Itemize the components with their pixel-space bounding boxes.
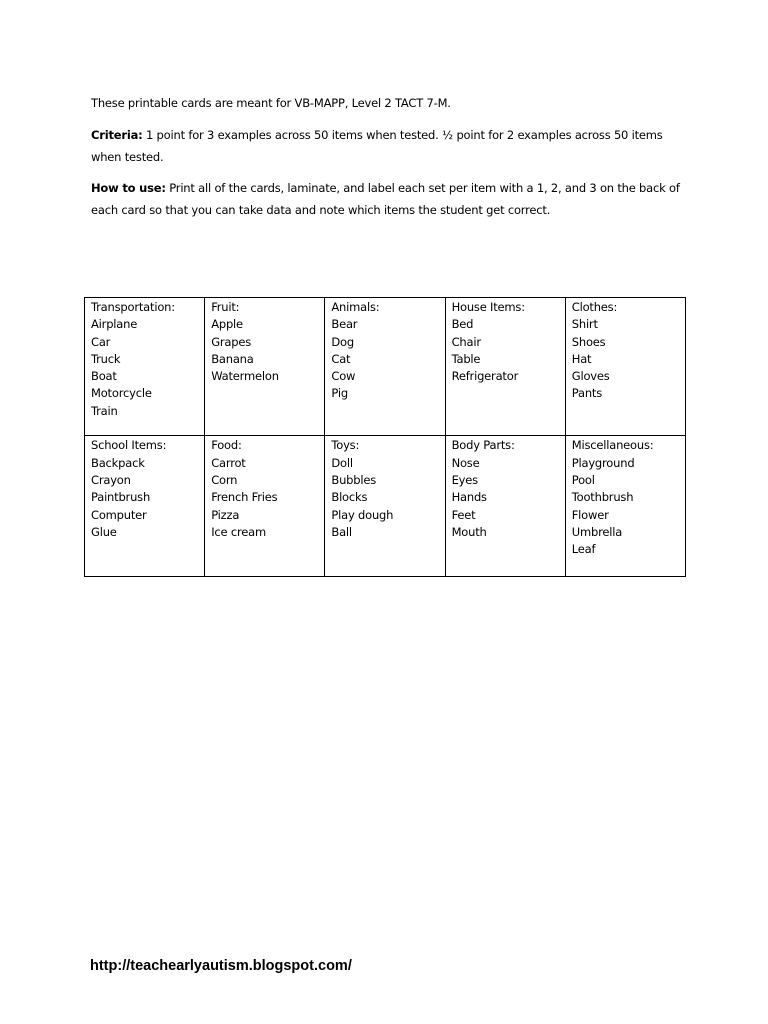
category-item: Backpack <box>91 455 145 470</box>
footer-url-link[interactable]: http://teachearlyautism.blogspot.com/ <box>90 958 352 974</box>
category-item: Leaf <box>571 542 596 557</box>
category-item: Flower <box>571 507 609 522</box>
category-item: Nose <box>451 455 480 470</box>
category-cell <box>325 436 445 577</box>
category-item: Grapes <box>211 334 252 349</box>
category-cell <box>85 436 205 577</box>
category-heading: Body Parts: <box>451 438 515 453</box>
category-item: Umbrella <box>571 524 623 539</box>
category-cell <box>205 436 325 577</box>
category-item: Pizza <box>211 507 240 522</box>
category-item: Watermelon <box>211 369 279 384</box>
category-item: Pig <box>331 386 348 401</box>
category-heading: School Items: <box>91 438 167 453</box>
category-item: Pool <box>571 473 595 488</box>
category-item: Hat <box>571 351 592 366</box>
category-heading: Miscellaneous: <box>571 438 654 453</box>
category-item: Crayon <box>91 473 131 488</box>
category-item: Dog <box>331 334 354 349</box>
category-item: French Fries <box>211 490 278 505</box>
category-item: Boat <box>91 369 117 384</box>
category-heading: Food: <box>211 438 242 453</box>
criteria-text: 1 point for 3 examples across 50 items when tested. ½ point for 2 examples across 50 items when tested. <box>91 128 663 164</box>
category-item: Airplane <box>91 317 138 332</box>
category-heading: Clothes: <box>571 300 618 314</box>
category-cell <box>565 436 685 577</box>
intro-paragraph <box>91 92 691 114</box>
category-item: Carrot <box>211 455 246 470</box>
category-item: Train <box>91 403 118 418</box>
how-to-use-text: Print all of the cards, laminate, and label each set per item with a 1, 2, and 3 on the back of each card so that you can take data and note which items the student get correct. <box>91 181 680 217</box>
category-item: Chair <box>451 334 481 349</box>
category-item: Play dough <box>331 507 394 522</box>
category-item: Pants <box>571 386 603 401</box>
category-item: Mouth <box>451 524 487 539</box>
category-item: Truck <box>91 351 121 366</box>
category-cell <box>325 298 445 436</box>
category-heading: Fruit: <box>211 300 240 314</box>
category-item: Bed <box>451 317 474 332</box>
category-heading: Transportation: <box>91 300 175 314</box>
category-item: Shoes <box>571 334 606 349</box>
category-item: Cat <box>331 351 351 366</box>
category-item: Cow <box>331 369 356 384</box>
table-row <box>85 298 686 436</box>
category-item: Shirt <box>571 317 598 332</box>
category-item: Motorcycle <box>91 386 152 401</box>
category-heading: House Items: <box>451 300 525 314</box>
category-item: Computer <box>91 507 147 522</box>
cards-table-body <box>85 298 686 577</box>
intro-text: These printable cards are meant for VB-MAPP, Level 2 TACT 7-M. <box>91 96 451 110</box>
category-item: Doll <box>331 455 353 470</box>
category-item: Glue <box>91 524 117 539</box>
category-item: Bear <box>331 317 358 332</box>
category-item: Table <box>451 351 481 366</box>
category-heading: Animals: <box>331 300 380 314</box>
category-item: Car <box>91 334 111 349</box>
category-item: Gloves <box>571 369 610 384</box>
category-cell <box>445 298 565 436</box>
category-item: Blocks <box>331 490 368 505</box>
category-cell <box>205 298 325 436</box>
category-item: Hands <box>451 490 487 505</box>
category-cell <box>85 298 205 436</box>
category-item: Ice cream <box>211 524 266 539</box>
category-item: Paintbrush <box>91 490 151 505</box>
table-row <box>85 436 686 577</box>
how-to-use-label: How to use: <box>91 181 166 195</box>
category-item: Banana <box>211 351 254 366</box>
category-item: Feet <box>451 507 476 522</box>
criteria-label: Criteria: <box>91 128 143 142</box>
category-item: Playground <box>571 455 635 470</box>
category-cell <box>565 298 685 436</box>
category-item: Eyes <box>451 473 478 488</box>
criteria-paragraph <box>91 124 691 168</box>
category-item: Toothbrush <box>571 490 634 505</box>
category-item: Apple <box>211 317 243 332</box>
category-cards-table <box>84 297 686 577</box>
category-heading: Toys: <box>331 438 360 453</box>
category-item: Bubbles <box>331 473 377 488</box>
how-to-use-paragraph <box>91 177 691 221</box>
category-cell <box>445 436 565 577</box>
category-item: Corn <box>211 473 238 488</box>
category-item: Ball <box>331 524 352 539</box>
category-item: Refrigerator <box>451 369 519 384</box>
